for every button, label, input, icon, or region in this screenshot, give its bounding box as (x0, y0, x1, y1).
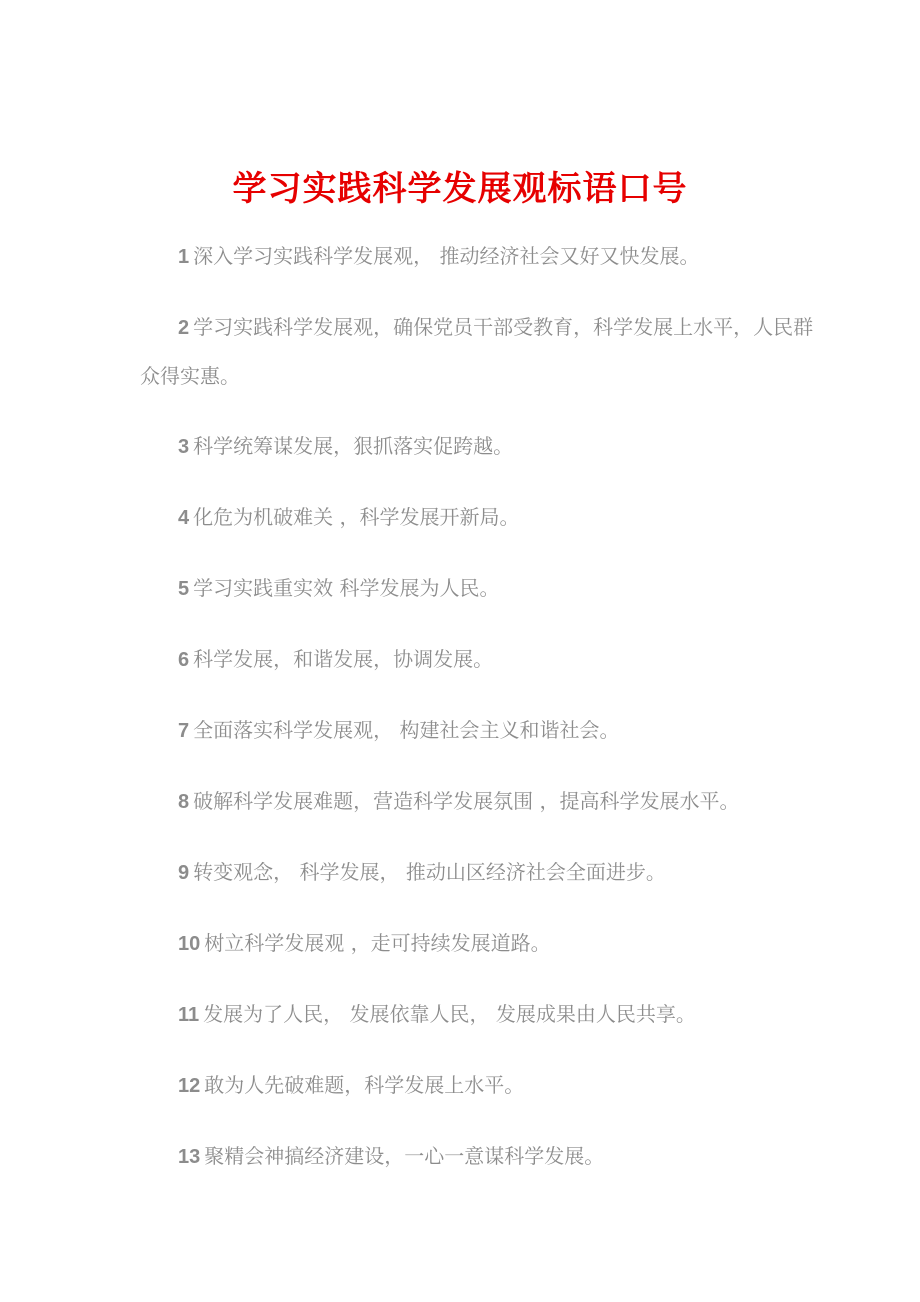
slogan-item (140, 564, 820, 613)
slogan-number: 8 (178, 791, 190, 813)
slogan-number: 3 (178, 436, 190, 458)
slogan-text: 破解科学发展难题，营造科学发展氛围 ，提高科学发展水平。 (193, 789, 740, 813)
slogan-text: 科学发展，和谐发展，协调发展。 (193, 647, 494, 671)
slogan-text: 学习实践科学发展观，确保党员干部受教育，科学发展上水平，人民群众得实惠。 (140, 315, 814, 388)
slogan-item (140, 848, 820, 897)
slogan-item (140, 777, 820, 826)
slogan-number: 12 (178, 1075, 201, 1097)
slogan-item (140, 232, 820, 281)
document-title: 学习实践科学发展观标语口号 (232, 168, 688, 209)
slogan-item (140, 1132, 820, 1181)
slogan-text: 发展为了人民， 发展依靠人民， 发展成果由人民共享。 (203, 1002, 696, 1026)
slogan-list (140, 232, 820, 1203)
slogan-text: 敢为人先破难题，科学发展上水平。 (204, 1073, 525, 1097)
slogan-item (140, 303, 820, 400)
slogan-text: 树立科学发展观 ，走可持续发展道路。 (204, 931, 551, 955)
slogan-number: 13 (178, 1146, 201, 1168)
slogan-number: 2 (178, 317, 190, 339)
slogan-number: 7 (178, 720, 190, 742)
slogan-number: 1 (178, 246, 190, 268)
slogan-number: 9 (178, 862, 190, 884)
slogan-number: 10 (178, 933, 201, 955)
slogan-text: 聚精会神搞经济建设，一心一意谋科学发展。 (204, 1144, 605, 1168)
slogan-item (140, 706, 820, 755)
slogan-item (140, 635, 820, 684)
slogan-item (140, 422, 820, 471)
slogan-text: 学习实践重实效 科学发展为人民。 (193, 576, 500, 600)
slogan-number: 4 (178, 507, 190, 529)
slogan-number: 5 (178, 578, 190, 600)
slogan-text: 深入学习实践科学发展观， 推动经济社会又好又快发展。 (193, 244, 700, 268)
slogan-item (140, 990, 820, 1039)
slogan-text: 转变观念， 科学发展， 推动山区经济社会全面进步。 (193, 860, 666, 884)
slogan-item (140, 493, 820, 542)
slogan-text: 科学统筹谋发展，狠抓落实促跨越。 (193, 434, 514, 458)
slogan-item (140, 919, 820, 968)
slogan-number: 6 (178, 649, 190, 671)
slogan-text: 全面落实科学发展观， 构建社会主义和谐社会。 (193, 718, 620, 742)
slogan-number: 11 (178, 1004, 200, 1026)
slogan-text: 化危为机破难关 ，科学发展开新局。 (193, 505, 520, 529)
slogan-item (140, 1061, 820, 1110)
